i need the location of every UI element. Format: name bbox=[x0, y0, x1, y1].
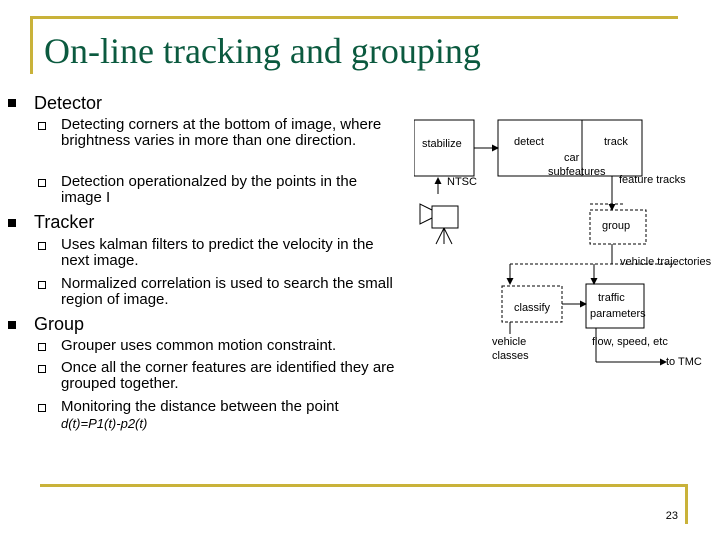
frame-bottom-line bbox=[40, 484, 688, 487]
flow-speed-label: flow, speed, etc bbox=[592, 336, 668, 348]
vehicle-trajectories-label: vehicle trajectories bbox=[620, 256, 712, 268]
sub-bullet-icon bbox=[38, 281, 46, 289]
camera-body bbox=[432, 206, 458, 228]
frame-left-line bbox=[30, 16, 33, 74]
frame-top-line bbox=[30, 16, 678, 19]
group-label: group bbox=[602, 220, 631, 232]
stabilize-label: stabilize bbox=[422, 138, 462, 150]
camera-lens bbox=[420, 204, 432, 224]
feature-tracks-label: feature tracks bbox=[619, 174, 686, 186]
sub-bullet-icon bbox=[38, 179, 46, 187]
system-flow-diagram bbox=[414, 112, 712, 382]
track-label: track bbox=[604, 136, 628, 148]
page-number: 23 bbox=[665, 510, 678, 522]
vehicle-label: vehicle bbox=[492, 336, 527, 348]
section-heading-tracker: Tracker bbox=[34, 212, 95, 232]
detect-label: detect bbox=[514, 136, 544, 148]
bullet-square-icon bbox=[8, 219, 16, 227]
tracker-item-2: Normalized correlation is used to search the small region of image. bbox=[61, 275, 393, 308]
to-tmc-label: to TMC bbox=[666, 356, 702, 368]
classes-label: classes bbox=[492, 350, 529, 362]
group-item-3: Monitoring the distance between the point bbox=[61, 398, 339, 415]
sub-bullet-icon bbox=[38, 365, 46, 373]
traffic-parameters-box bbox=[586, 284, 644, 328]
section-heading-group: Group bbox=[34, 314, 85, 334]
subfeatures-label: subfeatures bbox=[548, 166, 606, 178]
detector-item-2: Detection operationalzed by the points in the image I bbox=[61, 173, 358, 206]
classify-label: classify bbox=[514, 302, 551, 314]
tracker-item-1: Uses kalman filters to predict the velocity in the next image. bbox=[61, 236, 374, 269]
bullet-square-icon bbox=[8, 99, 16, 107]
group-item-1: Grouper uses common motion constraint. bbox=[61, 337, 337, 354]
parameters-label: parameters bbox=[590, 308, 646, 320]
sub-bullet-icon bbox=[38, 404, 46, 412]
detector-item-1: Detecting corners at the bottom of image, where brightness varies in more than one direction. bbox=[61, 116, 382, 149]
sub-bullet-icon bbox=[38, 343, 46, 351]
distance-formula: d(t)=P1(t)-p2(t) bbox=[61, 416, 148, 431]
ntsc-label: NTSC bbox=[447, 176, 477, 188]
traffic-label: traffic bbox=[598, 292, 625, 304]
car-label: car bbox=[564, 152, 580, 164]
sub-bullet-icon bbox=[38, 242, 46, 250]
group-item-2: Once all the corner features are identified they are grouped together. bbox=[61, 359, 395, 392]
slide-title: On-line tracking and grouping bbox=[44, 31, 481, 71]
section-heading-detector: Detector bbox=[34, 93, 103, 113]
frame-right-line bbox=[685, 484, 688, 524]
bullet-square-icon bbox=[8, 321, 16, 329]
sub-bullet-icon bbox=[38, 122, 46, 130]
